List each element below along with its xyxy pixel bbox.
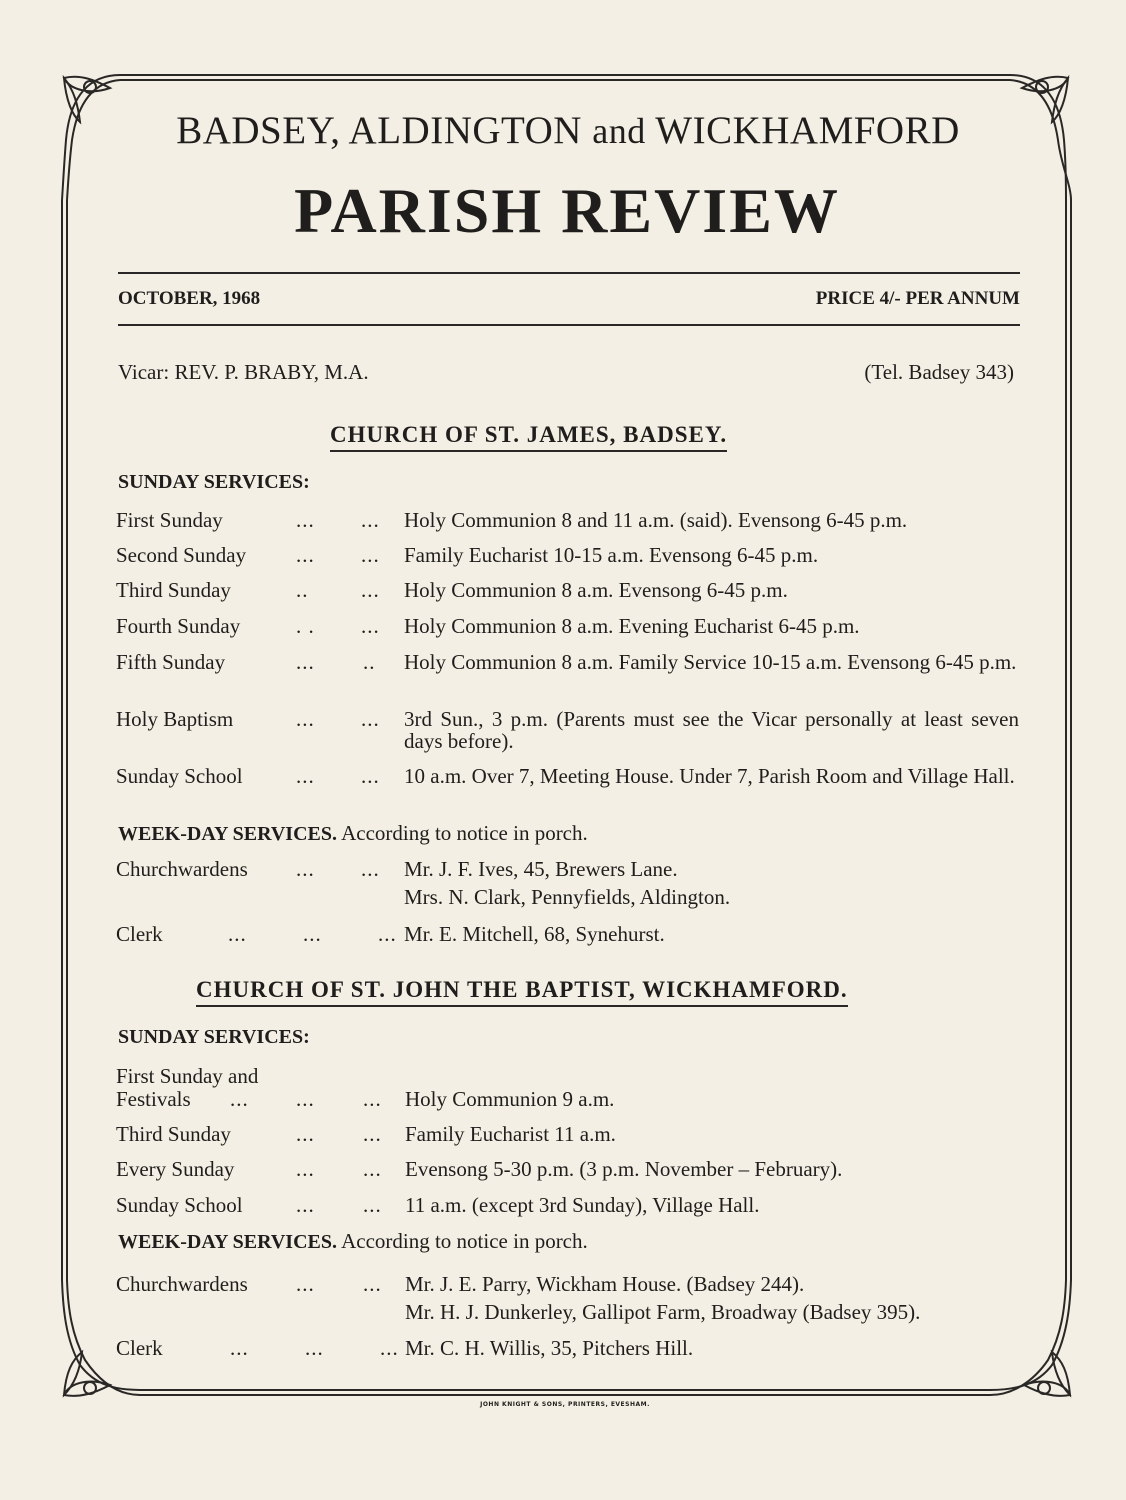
issue-price: PRICE 4/- PER ANNUM bbox=[815, 288, 1020, 309]
weekday-label: WEEK-DAY SERVICES. bbox=[118, 1231, 337, 1253]
leader-dots: ... bbox=[361, 578, 380, 602]
service-label: Fourth Sunday bbox=[116, 614, 241, 638]
badsey-sunday-heading: SUNDAY SERVICES: bbox=[118, 471, 310, 493]
leader-dots: ... bbox=[361, 707, 380, 731]
leader-dots: .. bbox=[363, 650, 376, 674]
leader-dots: ... bbox=[363, 1193, 382, 1217]
service-label: Fifth Sunday bbox=[116, 650, 226, 674]
clerk-label: Clerk bbox=[116, 1336, 163, 1360]
clerk-entry: Mr. C. H. Willis, 35, Pitchers Hill. bbox=[405, 1336, 694, 1360]
leader-dots: ... bbox=[296, 1122, 315, 1146]
service-description: Holy Communion 8 a.m. Family Service 10-15 a.m. Evensong 6-45 p.m. bbox=[404, 650, 1017, 674]
service-label: Third Sunday bbox=[116, 578, 231, 602]
service-description: Family Eucharist 11 a.m. bbox=[405, 1122, 616, 1146]
service-description: Evensong 5-30 p.m. (3 p.m. November – February). bbox=[405, 1157, 843, 1181]
service-description: Holy Communion 8 a.m. Evensong 6-45 p.m. bbox=[404, 578, 788, 602]
churchwarden-entry: Mr. J. F. Ives, 45, Brewers Lane. bbox=[404, 857, 678, 881]
service-description: Holy Communion 9 a.m. bbox=[405, 1087, 615, 1111]
service-label: First Sunday and bbox=[116, 1064, 259, 1088]
churchwarden-entry: Mr. J. E. Parry, Wickham House. (Badsey 244). bbox=[405, 1272, 805, 1296]
service-description: Holy Communion 8 and 11 a.m. (said). Evensong 6-45 p.m. bbox=[404, 508, 908, 532]
leader-dots: ... bbox=[361, 508, 380, 532]
leader-dots: ... bbox=[363, 1272, 382, 1296]
title-and: and bbox=[592, 111, 646, 151]
leader-dots: ... bbox=[361, 543, 380, 567]
service-label: Sunday School bbox=[116, 1193, 243, 1217]
service-label: Second Sunday bbox=[116, 543, 247, 567]
churchwardens-label: Churchwardens bbox=[116, 857, 248, 881]
leader-dots: ... bbox=[296, 1157, 315, 1181]
weekday-text: According to notice in porch. bbox=[341, 821, 588, 845]
vicar-name: Vicar: REV. P. BRABY, M.A. bbox=[118, 360, 369, 384]
section-title-badsey: CHURCH OF ST. JAMES, BADSEY. bbox=[330, 422, 727, 452]
header-rule-top bbox=[118, 272, 1020, 274]
leader-dots: .. bbox=[296, 578, 309, 602]
leader-dots: ... bbox=[296, 1272, 315, 1296]
service-description: 10 a.m. Over 7, Meeting House. Under 7, Parish Room and Village Hall. bbox=[404, 764, 1015, 788]
title-part2: WICKHAMFORD bbox=[655, 109, 960, 152]
weekday-label: WEEK-DAY SERVICES. bbox=[118, 823, 337, 845]
leader-dots: ... bbox=[296, 508, 315, 532]
weekday-text: According to notice in porch. bbox=[341, 1229, 588, 1253]
leader-dots: ... bbox=[361, 764, 380, 788]
leader-dots: ... bbox=[296, 707, 315, 731]
leader-dots: ... ... ... bbox=[228, 922, 397, 946]
service-label: Sunday School bbox=[116, 764, 243, 788]
service-label: Every Sunday bbox=[116, 1157, 235, 1181]
leader-dots: ... bbox=[296, 857, 315, 881]
publication-title bbox=[0, 108, 1126, 153]
service-description: Holy Communion 8 a.m. Evening Eucharist 6-45 p.m. bbox=[404, 614, 860, 638]
churchwardens-label: Churchwardens bbox=[116, 1272, 248, 1296]
leader-dots: ... bbox=[363, 1122, 382, 1146]
leader-dots: ... bbox=[296, 764, 315, 788]
service-description: 3rd Sun., 3 p.m. (Parents must see the Vicar personally at least seven days before). bbox=[404, 707, 1019, 753]
leader-dots: ... bbox=[361, 614, 380, 638]
clerk-label: Clerk bbox=[116, 922, 163, 946]
badsey-weekday-services bbox=[118, 821, 588, 846]
service-label: Festivals bbox=[116, 1087, 191, 1111]
service-label: Third Sunday bbox=[116, 1122, 231, 1146]
main-title: PARISH REVIEW bbox=[294, 175, 840, 246]
wickhamford-sunday-heading: SUNDAY SERVICES: bbox=[118, 1026, 310, 1048]
leader-dots: ... bbox=[363, 1157, 382, 1181]
header-rule-bottom bbox=[118, 324, 1020, 326]
service-description: 11 a.m. (except 3rd Sunday), Village Hall. bbox=[405, 1193, 760, 1217]
churchwarden-entry: Mrs. N. Clark, Pennyfields, Aldington. bbox=[404, 885, 731, 909]
title-part1: BADSEY, ALDINGTON bbox=[176, 109, 582, 152]
service-label: First Sunday bbox=[116, 508, 223, 532]
section-title-wickhamford: CHURCH OF ST. JOHN THE BAPTIST, WICKHAMFORD. bbox=[196, 977, 848, 1007]
issue-date: OCTOBER, 1968 bbox=[118, 288, 261, 309]
leader-dots: ... bbox=[296, 1087, 315, 1111]
clerk-entry: Mr. E. Mitchell, 68, Synehurst. bbox=[404, 922, 665, 946]
service-label: Holy Baptism bbox=[116, 707, 234, 731]
leader-dots: ... bbox=[361, 857, 380, 881]
leader-dots: . . bbox=[296, 614, 315, 638]
wickhamford-weekday-services bbox=[118, 1229, 588, 1254]
leader-dots: ... ... ... bbox=[230, 1336, 399, 1360]
leader-dots: ... bbox=[363, 1087, 382, 1111]
service-description: Family Eucharist 10-15 a.m. Evensong 6-45 p.m. bbox=[404, 543, 819, 567]
churchwarden-entry: Mr. H. J. Dunkerley, Gallipot Farm, Broadway (Badsey 395). bbox=[405, 1300, 921, 1324]
vicar-telephone: (Tel. Badsey 343) bbox=[864, 360, 1014, 384]
leader-dots: ... bbox=[296, 650, 315, 674]
leader-dots: ... bbox=[296, 1193, 315, 1217]
printer-credit: JOHN KNIGHT & SONS, PRINTERS, EVESHAM. bbox=[480, 1401, 650, 1408]
leader-dots: ... bbox=[230, 1087, 249, 1111]
leader-dots: ... bbox=[296, 543, 315, 567]
